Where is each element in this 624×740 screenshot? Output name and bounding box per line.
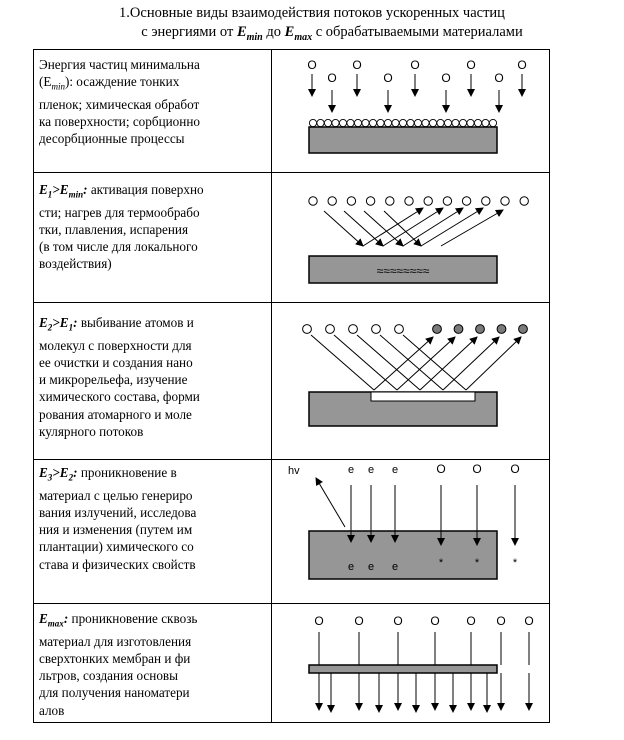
activation-figure [309, 197, 529, 283]
particle [443, 197, 451, 205]
row-5-line: сверхтонких мембран и фи [39, 651, 191, 667]
sputter-arrow [466, 337, 521, 390]
row-1-line: Энергия частиц минимальна [39, 57, 200, 72]
film-atom [429, 119, 436, 126]
film-atom [452, 119, 459, 126]
row-3-line: рования атомарного и моле [39, 406, 192, 422]
electron-label: e [367, 464, 375, 476]
particle-label: O [436, 462, 446, 476]
heat-marks: ≈≈≈≈≈≈≈≈ [376, 264, 430, 278]
incident-track [334, 335, 397, 390]
row-4-line: става и физических свойств [39, 556, 196, 572]
film-atom [414, 119, 421, 126]
film-atom [489, 119, 496, 126]
sputtered-atom [454, 325, 463, 334]
film-atom [474, 119, 481, 126]
reflected-particles [309, 197, 529, 246]
film-atom [332, 119, 339, 126]
sputtered-crater [371, 392, 475, 401]
interaction-figures [271, 50, 549, 722]
film-atom [309, 119, 316, 126]
sputtered-atom [497, 325, 506, 334]
row-3-line: и микрорельефа, изучение [39, 372, 188, 388]
reflected-arrow [403, 208, 463, 246]
film-atom [407, 119, 414, 126]
particle-label: O [327, 71, 337, 85]
row-5-line: для получения наноматери [39, 685, 190, 701]
title-line-1: 1.Основные виды взаимодействия потоков ускоренных частиц [119, 5, 505, 21]
film-atom [392, 119, 399, 126]
implantation-figure [288, 462, 520, 579]
deposition-figure [307, 58, 526, 153]
particle [309, 197, 317, 205]
row-3-line: кулярного потоков [39, 423, 144, 439]
particle-label: O [307, 58, 317, 72]
sputtered-atom [433, 325, 442, 334]
reflected-arrow [383, 208, 443, 246]
particle [462, 197, 470, 205]
incident-arrow [344, 211, 383, 246]
row-1-line: пленок; химическая обработ [39, 97, 200, 113]
particle-label: O [410, 58, 420, 72]
incident-track [357, 335, 420, 390]
incident-track [380, 335, 443, 390]
row-3-heading: $E_2>E_1$: выбивание атомов и [39, 315, 194, 333]
transmission-figure [309, 614, 534, 712]
film-atom [437, 119, 444, 126]
incident-arrow [324, 211, 363, 246]
row-1-description [39, 56, 265, 148]
emin-subscript: min [246, 31, 263, 43]
row-4-line: плантации) химического со [39, 539, 194, 555]
row-2-line: тки, плавления, испарения [39, 222, 189, 238]
row-3-line: ее очистки и создания нано [39, 355, 193, 371]
emax-symbol: E [284, 24, 295, 40]
particle-label: O [510, 462, 520, 476]
particle-label: O [472, 462, 482, 476]
row-2-description [39, 181, 265, 273]
particle-label: O [466, 58, 476, 72]
incident-arrow [364, 211, 403, 246]
row-2-line: (в том числе для локального [39, 239, 198, 255]
incident-particle [349, 325, 358, 334]
incident-particle [395, 325, 404, 334]
particle [520, 197, 528, 205]
membrane [309, 665, 497, 673]
film-atom [467, 119, 474, 126]
film-atom [339, 119, 346, 126]
implanted-electron: e [391, 561, 399, 573]
row-2-heading: $E_1>E_{min}$: активация поверхно [39, 182, 204, 200]
particle [501, 197, 509, 205]
row-5-heading: $E_{max}$: проникновение сквозь [39, 611, 198, 629]
particle [386, 197, 394, 205]
row-4-line: ния и изменения (путем им [39, 522, 193, 538]
electron-label: e [347, 464, 355, 476]
transmitted-particles [314, 614, 533, 712]
sputtering-figure [303, 325, 528, 426]
row-2-line: сти; нагрев для термообрабо [39, 204, 200, 220]
implanted-ion: * [512, 557, 518, 569]
particle-label: O [352, 58, 362, 72]
title-prefix: с энергиями от [141, 24, 237, 40]
particle-label: O [524, 614, 534, 628]
particle [328, 197, 336, 205]
particle [366, 197, 374, 205]
sputtered-particles [303, 325, 528, 390]
incident-track [403, 335, 466, 390]
row-3-description [39, 314, 265, 440]
sputtered-atom [476, 325, 485, 334]
row-4-heading: $E_3>E_2$: проникновение в [39, 465, 177, 483]
row-3-line: молекул с поверхности для [39, 337, 192, 353]
incident-particle [303, 325, 312, 334]
row-4-line: вания излучений, исследова [39, 505, 197, 521]
sputter-arrow [443, 337, 499, 390]
film-atom [422, 119, 429, 126]
title-line-2 [0, 23, 624, 47]
hv-label: hv [288, 465, 300, 477]
film-atom [482, 119, 489, 126]
film-atom [377, 119, 384, 126]
row-1-line: десорбционные процессы [39, 131, 185, 147]
particle [424, 197, 432, 205]
implanted-ion: * [474, 557, 480, 569]
row-4-description [39, 464, 265, 573]
row-2-line: воздействия) [39, 256, 112, 272]
emax-subscript: max [294, 31, 313, 43]
particle-label: O [314, 614, 324, 628]
film-atom [354, 119, 361, 126]
film-atom [444, 119, 451, 126]
emin-symbol: E [236, 24, 247, 40]
film-atom [317, 119, 324, 126]
incident-arrow [384, 211, 421, 246]
sputter-arrow [420, 337, 477, 390]
row-5-line: алов [39, 702, 65, 718]
figure-title [0, 4, 624, 47]
row-5-line: льтров, создания основы [39, 668, 178, 684]
film-atom [347, 119, 354, 126]
film-atom [459, 119, 466, 126]
film-atom [362, 119, 369, 126]
particle-label: O [517, 58, 527, 72]
particle [482, 197, 490, 205]
particle-label: O [441, 71, 451, 85]
implanted-electron: e [347, 561, 355, 573]
particle [347, 197, 355, 205]
implanted-ion: * [438, 557, 444, 569]
incident-track [311, 335, 374, 390]
row-5-line: материал для изготовления [39, 633, 192, 649]
row-1-line: ка поверхности; сорбционно [39, 114, 200, 130]
interaction-table [33, 49, 550, 723]
emission-arrow [316, 478, 345, 527]
title-mid: до [262, 24, 285, 40]
sputtered-atom [519, 325, 528, 334]
deposited-film [309, 119, 496, 126]
particle-label: O [383, 71, 393, 85]
row-4-line: материал с целью генериро [39, 487, 193, 503]
incident-particle [372, 325, 381, 334]
film-atom [399, 119, 406, 126]
incident-particle [326, 325, 335, 334]
row-1-line: $(E_{min})$: осаждение тонких [39, 74, 180, 92]
film-atom [384, 119, 391, 126]
substrate [309, 531, 497, 579]
incoming-particles [307, 58, 526, 112]
row-3-line: химического состава, форми [39, 389, 200, 405]
sputter-arrow [397, 337, 455, 390]
particle-label: O [354, 614, 364, 628]
substrate [309, 127, 497, 153]
particle [405, 197, 413, 205]
film-atom [369, 119, 376, 126]
particle-label: O [430, 614, 440, 628]
reflected-arrow [363, 208, 423, 246]
particle-label: O [466, 614, 476, 628]
title-suffix: с обрабатываемыми материалами [312, 24, 523, 40]
particle-label: O [494, 71, 504, 85]
particle-label: O [496, 614, 506, 628]
particle-label: O [393, 614, 403, 628]
film-atom [324, 119, 331, 126]
sputter-arrow [374, 337, 433, 390]
electron-label: e [391, 464, 399, 476]
implanted-electron: e [367, 561, 375, 573]
row-5-description [39, 610, 265, 719]
